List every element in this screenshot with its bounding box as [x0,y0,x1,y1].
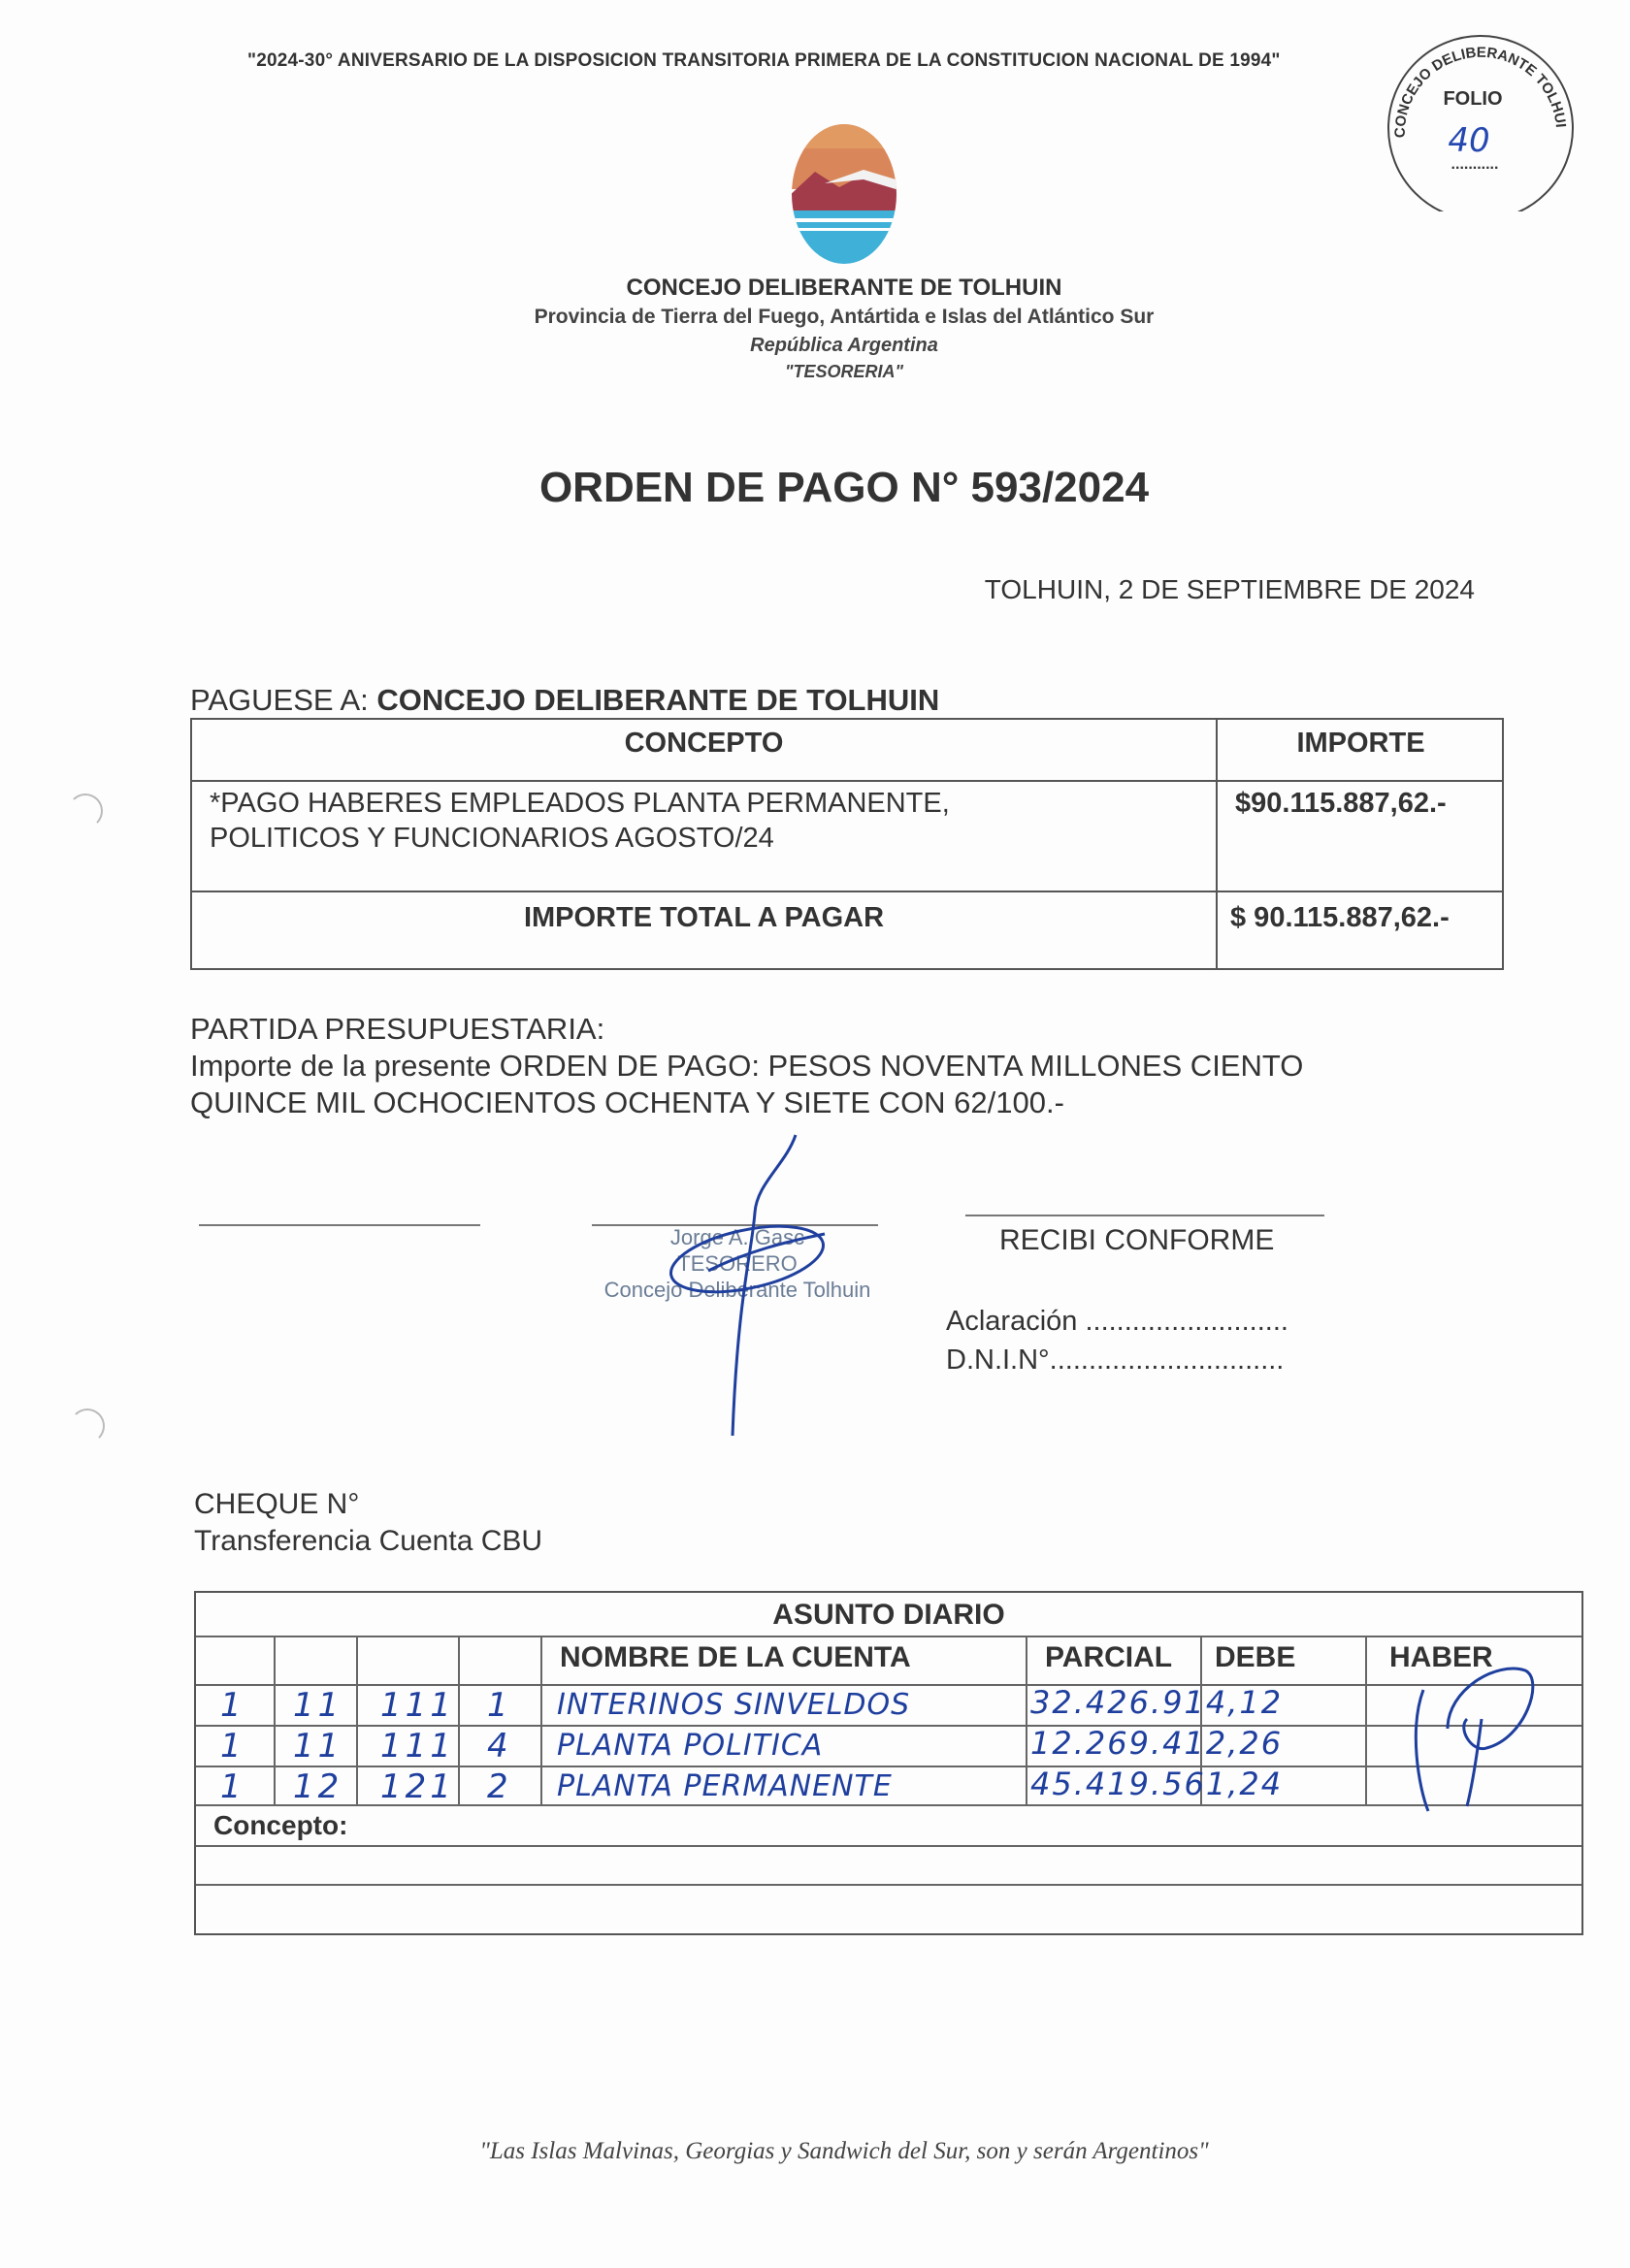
journal-row-1-c4: 1 [487,1686,512,1725]
council-logo [786,121,902,267]
col-haber-header: HABER [1389,1641,1493,1673]
order-date: TOLHUIN, 2 DE SEPTIEMBRE DE 2024 [984,574,1475,604]
dni-field: D.N.I.N°.............................. [946,1345,1285,1376]
journal-row-3-c1: 1 [220,1767,245,1806]
journal-concepto-label: Concepto: [213,1810,348,1840]
treasurer-name: Jorge A. Gasc [669,1225,805,1249]
signature-line-received [965,1215,1324,1216]
transfer-label: Transferencia Cuenta CBU [194,1525,543,1557]
journal-row-1-c2: 11 [293,1686,343,1725]
journal-row-2-parcial: 12.269.412,26 [1030,1725,1284,1762]
concept-header: CONCEPTO [624,728,784,759]
col-parcial-header: PARCIAL [1045,1641,1173,1673]
pay-to-value: CONCEJO DELIBERANTE DE TOLHUIN [376,683,940,717]
haber-scribble [1389,1632,1564,1816]
anniversary-header: "2024-30° ANIVERSARIO DE LA DISPOSICION TRANSITORIA PRIMERA DE LA CONSTITUCION NACIONAL DE 1994" [247,50,1281,71]
payment-method [194,1486,542,1560]
aclaracion-field: Aclaración .......................... [946,1306,1288,1337]
pay-to [190,683,939,718]
amount-header: IMPORTE [1296,728,1425,759]
stamp-ring-text: CONCEJO DELIBERANTE TOLHUI [1391,44,1569,139]
journal-row-3-c2: 12 [293,1767,343,1806]
treasurer-org: Concejo Deliberante Tolhuin [603,1278,871,1302]
journal-row-2-c4: 4 [487,1727,512,1766]
amount-in-words-2: QUINCE MIL OCHOCIENTOS OCHENTA Y SIETE CON 62/100.- [190,1085,1064,1119]
budget-section [190,1011,1303,1121]
footer-motto: "Las Islas Malvinas, Georgias y Sandwich del Sur, son y serán Argentinos" [479,2138,1209,2164]
concept-amount: $90.115.887,62.- [1235,788,1447,819]
punch-hole-top [68,794,103,828]
concept-line-2: POLITICOS Y FUNCIONARIOS AGOSTO/24 [210,823,774,854]
journal-row-1-name: INTERINOS SINVELDOS [557,1688,911,1722]
signature-line-left [199,1224,480,1226]
order-title: ORDEN DE PAGO N° 593/2024 [538,464,1150,511]
journal-row-1-c1: 1 [220,1686,245,1725]
journal-row-1-parcial: 32.426.914,12 [1030,1684,1284,1721]
journal-row-2-c2: 11 [293,1727,343,1766]
concept-table [190,718,1504,970]
punch-hole-bottom [70,1409,105,1443]
handwritten-signature [640,1125,854,1436]
budget-label: PARTIDA PRESUPUESTARIA: [190,1012,605,1046]
treasurer-role: TESORERO [677,1251,798,1276]
journal-row-3-c4: 2 [487,1767,512,1806]
col-debe-header: DEBE [1215,1641,1296,1673]
org-name: CONCEJO DELIBERANTE DE TOLHUIN [626,275,1062,301]
journal-row-2-c3: 111 [380,1727,455,1766]
org-department: "TESORERIA" [784,362,904,381]
journal-title: ASUNTO DIARIO [772,1599,1005,1631]
journal-row-1-c3: 111 [380,1686,455,1725]
total-amount: $ 90.115.887,62.- [1230,902,1450,933]
cheque-label: CHEQUE N° [194,1488,360,1520]
folio-stamp [1376,21,1581,211]
journal-row-3-c3: 121 [380,1767,455,1806]
org-country: República Argentina [750,335,938,356]
receiver-fields [946,1302,1288,1379]
org-province: Provincia de Tierra del Fuego, Antártida e Islas del Atlántico Sur [534,306,1155,328]
journal-row-2-c1: 1 [220,1727,245,1766]
concept-description [210,786,1199,856]
amount-in-words-1: Importe de la presente ORDEN DE PAGO: PESOS NOVENTA MILLONES CIENTO [190,1049,1304,1083]
concept-line-1: *PAGO HABERES EMPLEADOS PLANTA PERMANENTE, [210,788,950,819]
journal-row-3-parcial: 45.419.561,24 [1030,1766,1284,1802]
journal-table [194,1591,1583,1935]
stamp-number: 40 [1448,121,1490,160]
col-account-header: NOMBRE DE LA CUENTA [560,1641,911,1673]
pay-to-label: PAGUESE A: [190,683,369,717]
stamp-dots: ........... [1451,156,1499,173]
journal-row-3-name: PLANTA PERMANENTE [557,1769,893,1803]
journal-row-2-name: PLANTA POLITICA [557,1729,824,1763]
received-label: RECIBI CONFORME [999,1224,1275,1256]
stamp-label: FOLIO [1443,88,1503,110]
total-label: IMPORTE TOTAL A PAGAR [523,902,885,933]
